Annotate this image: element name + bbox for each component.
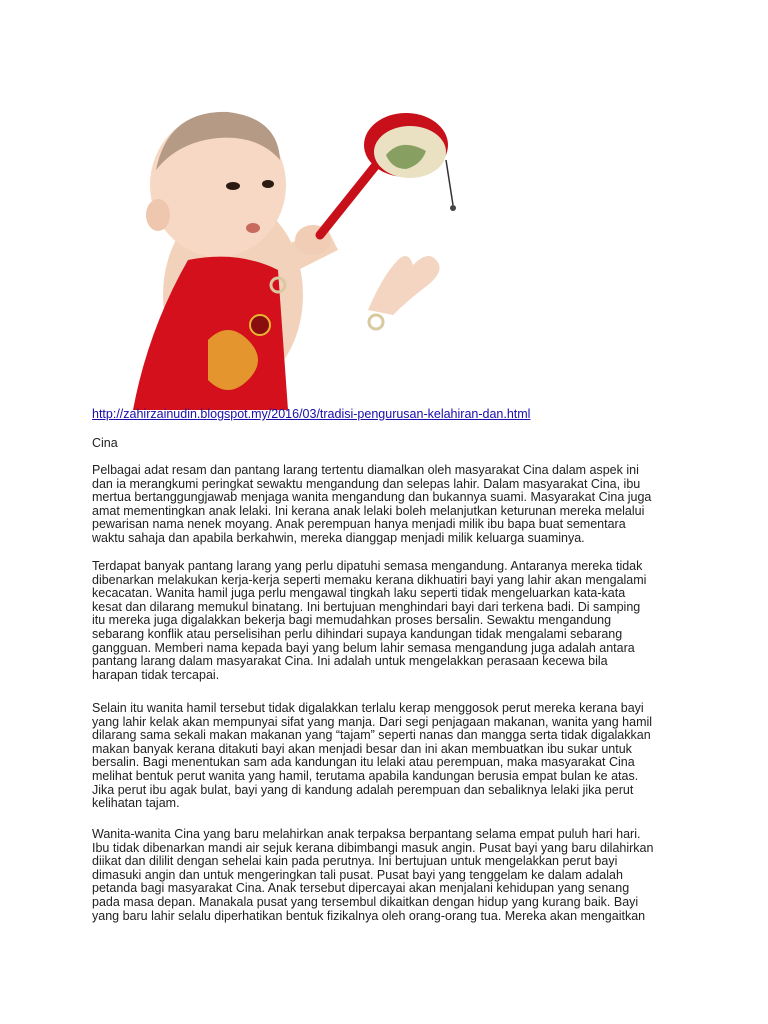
paragraph-line: pada masa depan. Manakala pusat yang tersembul dikaitkan dengan hidup yang kurang baik. Bayi xyxy=(92,894,639,909)
paragraph-line: melihat bentuk perut wanita yang hamil, terutama apabila kandungan berusia empat bulan ke atas. xyxy=(92,768,639,783)
paragraph-line: makan banyak kerana ditakuti bayi akan menjadi besar dan ini akan membuatkan ibu sukar untuk xyxy=(92,741,632,756)
paragraph-line: Ibu tidak dibenarkan mandi air sejuk kerana dibimbangi masuk angin. Pusat bayi yang baru dilahirkan xyxy=(92,840,654,855)
source-link[interactable]: http://zahirzainudin.blogspot.my/2016/03/tradisi-pengurusan-kelahiran-dan.html xyxy=(92,407,531,421)
paragraph-line: dibenarkan melakukan kerja-kerja seperti memaku kerana dikhuatiri bayi yang lahir akan mengalami xyxy=(92,572,647,587)
paragraph-line: Wanita-wanita Cina yang baru melahirkan anak terpaksa berpantang selama empat puluh hari hari. xyxy=(92,827,641,841)
paragraph-line: itu mereka juga digalakkan bekerja bagi memudahkan proses bersalin. Sewaktu mengandung xyxy=(92,613,612,628)
paragraph-3 xyxy=(92,702,692,811)
paragraph-4 xyxy=(92,828,692,923)
paragraph-line: dilarang sama sekali makan makanan yang “tajam” seperti nanas dan mangga serta tidak digalakkan xyxy=(92,728,651,743)
paragraph-line: pewarisan nama nenek moyang. Anak perempuan hanya menjadi milik ibu bapa buat sementara xyxy=(92,517,626,532)
paragraph-1 xyxy=(92,464,692,546)
paragraph-line: harapan tidak tercapai. xyxy=(92,667,220,682)
paragraph-line: Terdapat banyak pantang larang yang perlu dipatuhi semasa mengandung. Antaranya mereka tidak xyxy=(92,559,643,573)
paragraph-line: dimasuki angin dan untuk mengeringkan tali pusat. Pusat bayi yang tenggelam ke dalam adalah xyxy=(92,867,623,882)
paragraph-line: yang baru lahir selalu diperhatikan bentuk fizikalnya oleh orang-orang tua. Mereka akan mengaitkan xyxy=(92,908,646,923)
paragraph-line: dan ia merangkumi peringkat sewaktu mengandung dan selepas lahir. Dalam masyarakat Cina, ibu xyxy=(92,476,641,491)
paragraph-line: Jika perut ibu agak bulat, bayi yang di kandung adalah perempuan dan sebaliknya lelaki jika perut xyxy=(92,782,634,797)
paragraph-2 xyxy=(92,560,692,682)
section-heading: Cina xyxy=(92,436,118,450)
paragraph-line: Selain itu wanita hamil tersebut tidak digalakkan terlalu kerap menggosok perut mereka kerana bayi xyxy=(92,701,644,715)
paragraph-line: Pelbagai adat resam dan pantang larang tertentu diamalkan oleh masyarakat Cina dalam aspek ini xyxy=(92,463,639,477)
paragraph-line: bersalin. Bagi menentukan sam ada kandungan itu lelaki atau perempuan, maka masyarakat Cina xyxy=(92,755,635,770)
paragraph-line: petanda bagi masyarakat Cina. Anak tersebut dipercayai akan menjalani kehidupan yang senang xyxy=(92,881,630,896)
paragraph-line: kesat dan dilarang memukul binatang. Ini bertujuan menghindari bayi dari terkena badi. Di samping xyxy=(92,599,641,614)
paragraph-line: pantang larang dalam masyarakat Cina. Ini adalah untuk mengelakkan perasaan kecewa bila xyxy=(92,654,608,669)
paragraph-line: sebarang konflik atau perselisihan perlu dihindari supaya kandungan tidak mengalami sebarang xyxy=(92,626,623,641)
paragraph-line: mertua bertanggungjawab menjaga wanita mengandung dan bukannya suami. Masyarakat Cina juga xyxy=(92,490,652,505)
baby-with-drum-photo xyxy=(128,100,548,410)
paragraph-line: diikat dan dililit dengan sehelai kain pada perutnya. Ini bertujuan untuk mengelakkan perut bayi xyxy=(92,854,618,869)
paragraph-line: kelihatan tajam. xyxy=(92,796,180,811)
paragraph-line: waktu sahaja dan apabila berkahwin, mereka dianggap menjadi milik keluarga suaminya. xyxy=(92,530,585,545)
paragraph-line: gangguan. Memberi nama kepada bayi yang belum lahir semasa mengandung juga adalah antara xyxy=(92,640,635,655)
paragraph-line: yang lahir kelak akan mempunyai sifat yang manja. Dari segi penjagaan makanan, wanita yang hamil xyxy=(92,714,653,729)
paragraph-line: kecacatan. Wanita hamil juga perlu mengawal tingkah laku seperti tidak mengeluarkan kata-kata xyxy=(92,586,626,601)
paragraph-line: amat mementingkan anak lelaki. Ini kerana anak lelaki boleh melanjutkan keturunan mereka melalui xyxy=(92,503,645,518)
